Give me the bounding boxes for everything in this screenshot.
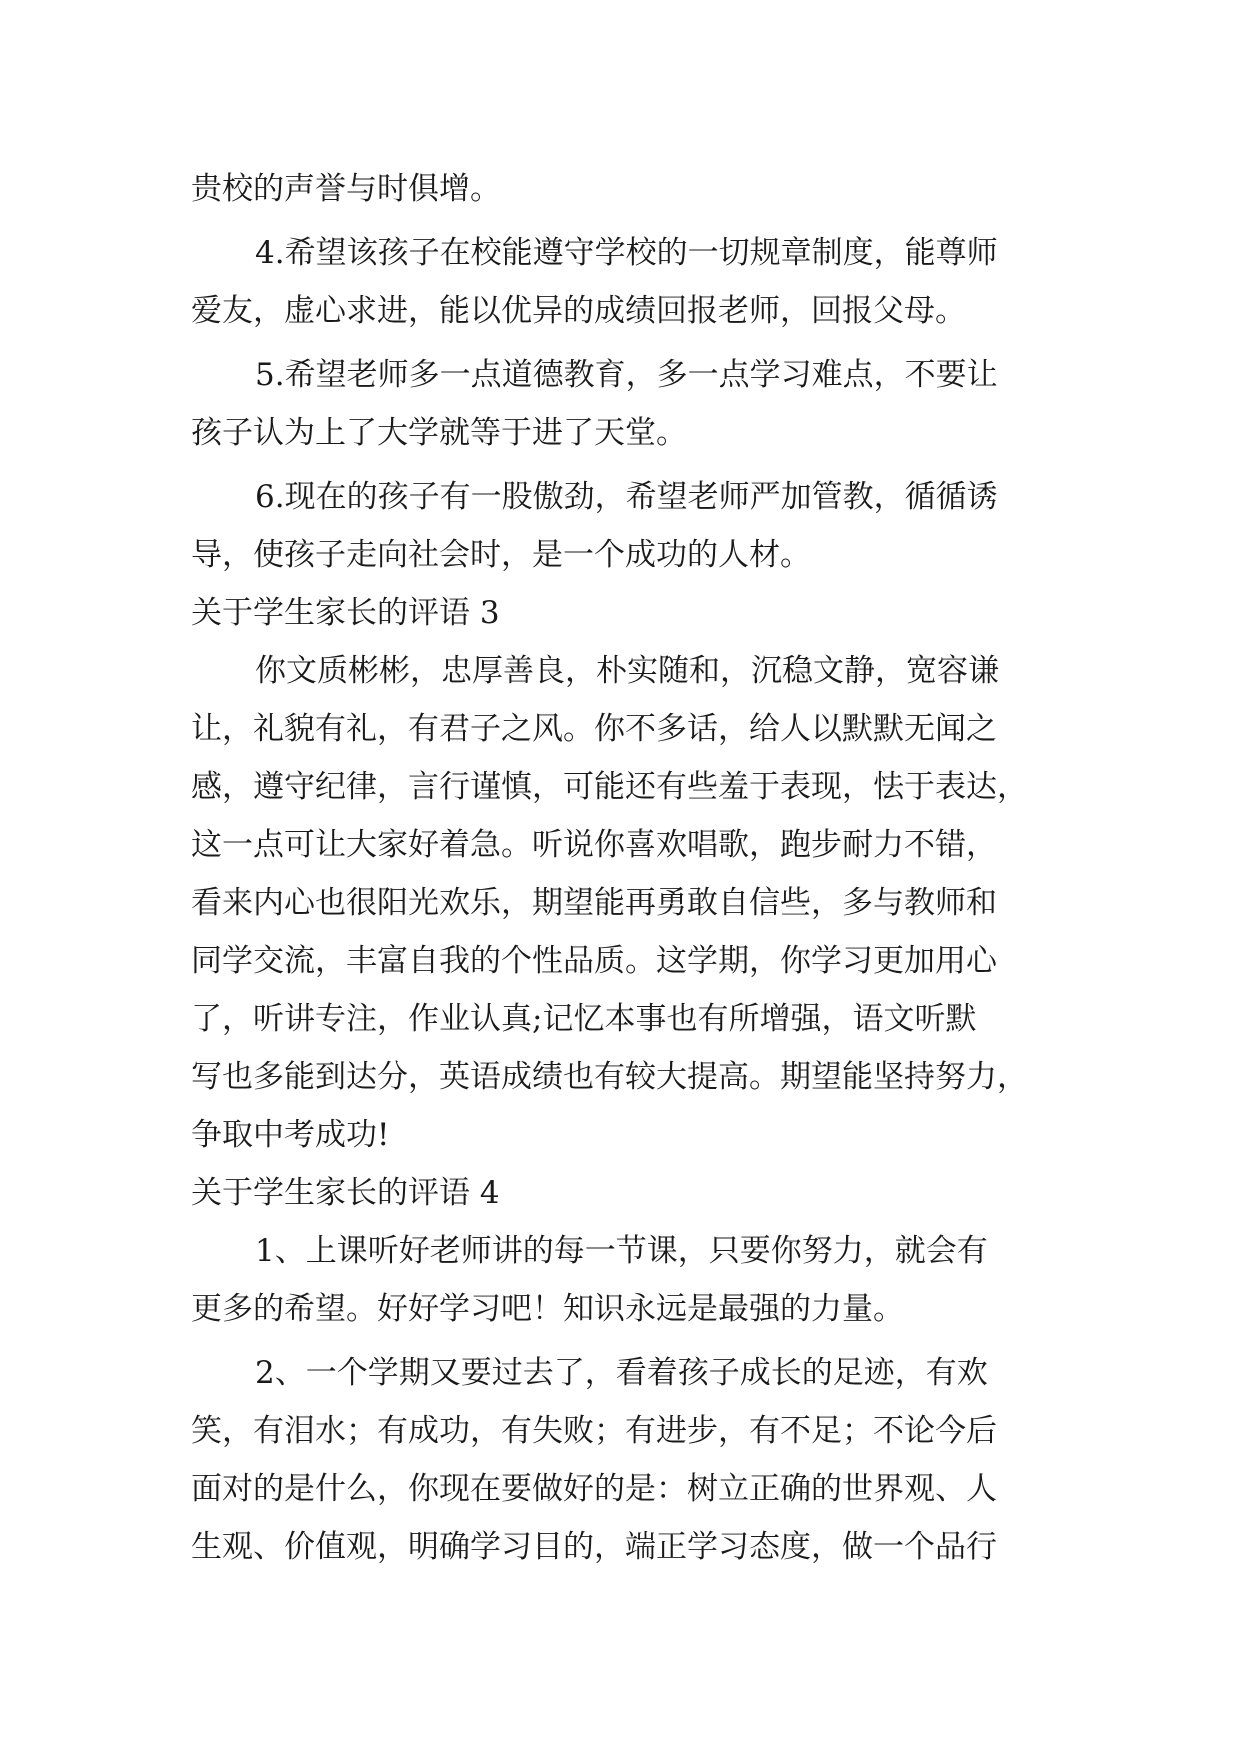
- paragraph-line: 4.希望该孩子在校能遵守学校的一切规章制度，能尊师: [255, 235, 998, 271]
- paragraph-line: 导，使孩子走向社会时，是一个成功的人材。: [191, 537, 811, 573]
- paragraph-line: 贵校的声誉与时俱增。: [191, 171, 501, 207]
- section-heading: [191, 584, 1051, 642]
- paragraph: [191, 346, 1051, 462]
- paragraph-line: 这一点可让大家好着急。听说你喜欢唱歌，跑步耐力不错，: [191, 827, 997, 863]
- paragraph-line: 同学交流，丰富自我的个性品质。这学期，你学习更加用心: [191, 943, 997, 979]
- paragraph-line: 了，听讲专注，作业认真;记忆本事也有所增强，语文听默: [191, 1001, 977, 1037]
- paragraph: [191, 642, 1051, 1164]
- paragraph: [191, 1222, 1051, 1338]
- section-heading-text: 关于学生家长的评语 3: [191, 595, 500, 631]
- paragraph-line: 看来内心也很阳光欢乐，期望能再勇敢自信些，多与教师和: [191, 885, 997, 921]
- paragraph-line: 写也多能到达分，英语成绩也有较大提高。期望能坚持努力，: [191, 1059, 1028, 1095]
- paragraph: [191, 160, 1051, 218]
- paragraph-line: 孩子认为上了大学就等于进了天堂。: [191, 415, 687, 451]
- document-body: [191, 160, 1051, 1576]
- paragraph-line: 你文质彬彬，忠厚善良，朴实随和，沉稳文静，宽容谦: [255, 653, 999, 689]
- paragraph: [191, 468, 1051, 584]
- section-heading-text: 关于学生家长的评语 4: [191, 1175, 500, 1211]
- paragraph-line: 6.现在的孩子有一股傲劲，希望老师严加管教，循循诱: [255, 479, 998, 515]
- paragraph-line: 争取中考成功!: [191, 1117, 390, 1153]
- paragraph-line: 生观、价值观，明确学习目的，端正学习态度，做一个品行: [191, 1529, 997, 1565]
- paragraph: [191, 1344, 1051, 1576]
- paragraph-line: 面对的是什么，你现在要做好的是：树立正确的世界观、人: [191, 1471, 997, 1507]
- paragraph-line: 更多的希望。好好学习吧！知识永远是最强的力量。: [191, 1291, 904, 1327]
- paragraph-line: 爱友，虚心求进，能以优异的成绩回报老师，回报父母。: [191, 293, 966, 329]
- paragraph-line: 让，礼貌有礼，有君子之风。你不多话，给人以默默无闻之: [191, 711, 997, 747]
- section-heading: [191, 1164, 1051, 1222]
- paragraph-line: 感，遵守纪律，言行谨慎，可能还有些羞于表现，怯于表达，: [191, 769, 1028, 805]
- paragraph: [191, 224, 1051, 340]
- paragraph-line: 2、一个学期又要过去了，看着孩子成长的足迹，有欢: [255, 1355, 988, 1391]
- paragraph-line: 笑，有泪水；有成功，有失败；有进步，有不足；不论今后: [191, 1413, 997, 1449]
- paragraph-line: 5.希望老师多一点道德教育，多一点学习难点，不要让: [255, 357, 998, 393]
- paragraph-line: 1、上课听好老师讲的每一节课，只要你努力，就会有: [255, 1233, 988, 1269]
